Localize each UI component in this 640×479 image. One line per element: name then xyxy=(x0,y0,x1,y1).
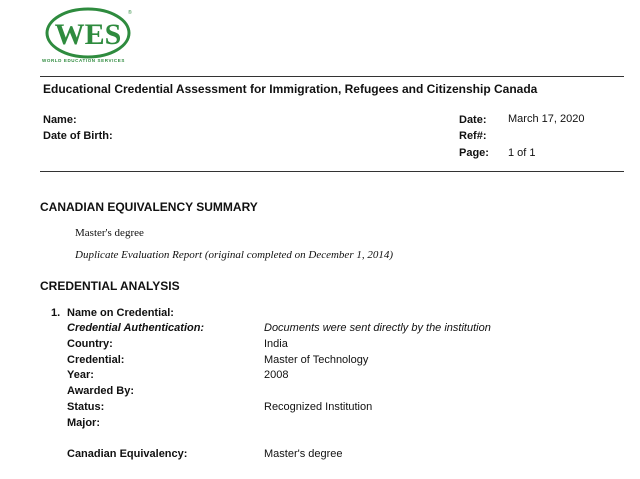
wes-logo-mark xyxy=(44,6,132,60)
item-number: 1. xyxy=(51,307,61,319)
canadian-equivalency-value: Master's degree xyxy=(264,448,343,460)
summary-equivalency: Master's degree xyxy=(75,227,144,239)
authentication-label: Credential Authentication: xyxy=(67,322,205,334)
credential-label: Credential: xyxy=(67,354,125,366)
year-value: 2008 xyxy=(264,369,289,381)
canadian-equivalency-label: Canadian Equivalency: xyxy=(67,448,188,460)
ref-label: Ref#: xyxy=(459,130,487,142)
svg-text:®: ® xyxy=(128,10,132,16)
header-divider xyxy=(40,76,624,77)
status-value: Recognized Institution xyxy=(264,401,373,413)
page-label: Page: xyxy=(459,147,489,159)
summary-note: Duplicate Evaluation Report (original completed on December 1, 2014) xyxy=(75,249,394,261)
date-value: March 17, 2020 xyxy=(508,113,585,125)
document-title: Educational Credential Assessment for Immigration, Refugees and Citizenship Canada xyxy=(43,82,538,96)
name-on-credential-label: Name on Credential: xyxy=(67,307,174,319)
country-label: Country: xyxy=(67,338,113,350)
status-label: Status: xyxy=(67,401,105,413)
major-label: Major: xyxy=(67,417,100,429)
authentication-value: Documents were sent directly by the institution xyxy=(264,322,491,334)
year-label: Year: xyxy=(67,369,94,381)
country-value: India xyxy=(264,338,288,350)
page-value: 1 of 1 xyxy=(508,147,536,159)
date-label: Date: xyxy=(459,114,487,126)
wes-logo xyxy=(44,6,132,60)
logo-subtitle: WORLD EDUCATION SERVICES xyxy=(42,58,125,63)
summary-heading: CANADIAN EQUIVALENCY SUMMARY xyxy=(40,200,258,214)
logo-text: WES xyxy=(54,18,122,51)
dob-label: Date of Birth: xyxy=(43,130,113,142)
name-label: Name: xyxy=(43,114,77,126)
credential-value: Master of Technology xyxy=(264,354,369,366)
info-divider xyxy=(40,171,624,172)
analysis-heading: CREDENTIAL ANALYSIS xyxy=(40,279,180,293)
awarded-by-label: Awarded By: xyxy=(67,385,135,397)
